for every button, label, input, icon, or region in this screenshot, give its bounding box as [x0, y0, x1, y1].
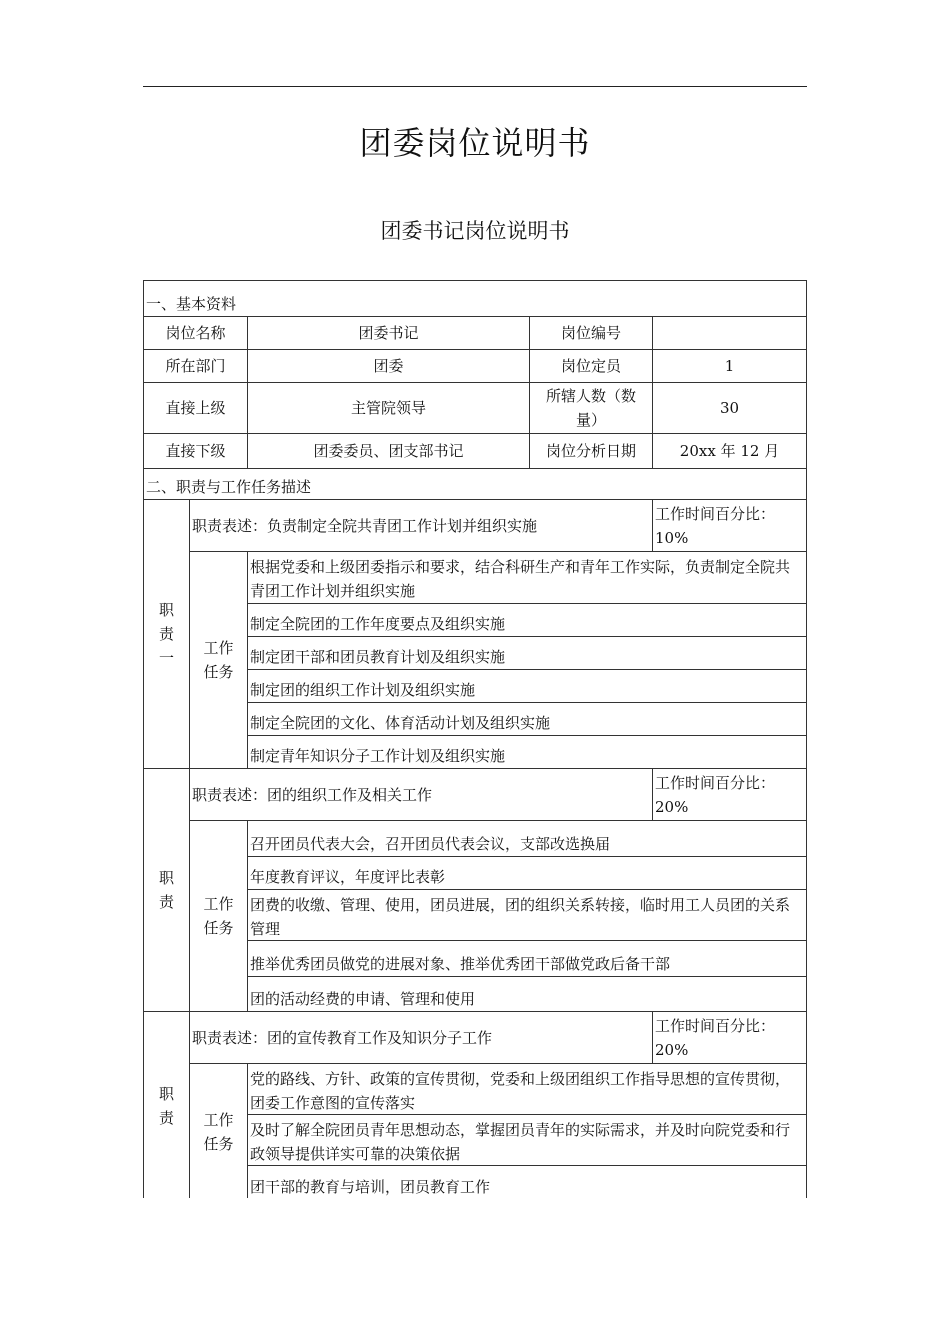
duty-2-statement: 职责表述：团的组织工作及相关工作	[189, 768, 653, 821]
duty-1-tasks-label	[189, 551, 248, 769]
duty-2-label-char: 职	[158, 869, 174, 887]
pos-code-label: 岗位编号	[529, 316, 653, 350]
section-heading-duties: 二、职责与工作任务描述	[143, 468, 807, 500]
duty-1-label-char: 责	[158, 625, 174, 643]
duty-2-tasks-label	[189, 820, 248, 1012]
duty-1-task: 制定团的组织工作计划及组织实施	[247, 669, 807, 703]
superior-label: 直接上级	[143, 382, 248, 434]
tasks-label-line: 任务	[203, 1134, 234, 1153]
duty-3-statement: 职责表述：团的宣传教育工作及知识分子工作	[189, 1011, 653, 1064]
duty-1-label	[143, 499, 190, 769]
subordinate-value: 团委委员、团支部书记	[247, 433, 530, 469]
duty-1-label-char: 一	[158, 649, 174, 667]
analysis-date-value: 20xx 年 12 月	[652, 433, 807, 469]
duty-1-task: 制定青年知识分子工作计划及组织实施	[247, 735, 807, 769]
duty-1-time-value: 10%	[655, 529, 689, 547]
tasks-label-line: 任务	[203, 663, 234, 681]
page-cut	[143, 1198, 807, 1200]
document-title: 团委岗位说明书	[359, 124, 591, 162]
duty-2-time-value: 20%	[655, 798, 689, 816]
duty-1-task: 根据党委和上级团委指示和要求，结合科研生产和青年工作实际，负责制定全院共青团工作计划并组织实施	[247, 551, 807, 604]
dept-label: 所在部门	[143, 349, 248, 383]
duty-2-task: 推举优秀团员做党的进展对象、推举优秀团干部做党政后备干部	[247, 940, 807, 977]
duty-3-label-char: 职	[158, 1084, 174, 1103]
duty-2-label-char: 责	[158, 893, 174, 911]
duty-1-label-char: 职	[158, 601, 174, 619]
duty-1-task: 制定全院团的文化、体育活动计划及组织实施	[247, 702, 807, 736]
headcount-label: 岗位定员	[529, 349, 653, 383]
duty-3-label-char: 责	[158, 1108, 174, 1127]
duty-3-time	[652, 1011, 807, 1064]
dept-value: 团委	[247, 349, 530, 383]
document-subtitle: 团委书记岗位说明书	[380, 219, 570, 243]
analysis-date-label: 岗位分析日期	[529, 433, 653, 469]
subordinates-count-value: 30	[652, 382, 807, 434]
duty-3-label	[143, 1011, 190, 1200]
pos-name-label: 岗位名称	[143, 316, 248, 350]
duty-1-statement: 职责表述：负责制定全院共青团工作计划并组织实施	[189, 499, 653, 552]
duty-2-label	[143, 768, 190, 1012]
tasks-label-line: 工作	[203, 639, 234, 657]
duty-2-task: 召开团员代表大会，召开团员代表会议，支部改选换届	[247, 820, 807, 857]
duty-3-task: 团干部的教育与培训，团员教育工作	[247, 1165, 807, 1200]
section-heading-basic: 一、基本资料	[143, 280, 807, 317]
duty-3-tasks-label	[189, 1063, 248, 1200]
tasks-label-line: 工作	[203, 1110, 234, 1129]
duty-3-time-label: 工作时间百分比：	[655, 1017, 776, 1035]
duty-1-time	[652, 499, 807, 552]
subordinate-label: 直接下级	[143, 433, 248, 469]
duty-1-task: 制定团干部和团员教育计划及组织实施	[247, 636, 807, 670]
duty-3-task: 及时了解全院团员青年思想动态，掌握团员青年的实际需求，并及时向院党委和行政领导提供详实可靠的决策依据	[247, 1114, 807, 1166]
top-rule	[143, 86, 807, 87]
headcount-value: 1	[652, 349, 807, 383]
duty-2-task: 年度教育评议，年度评比表彰	[247, 856, 807, 890]
tasks-label-line: 工作	[203, 895, 234, 913]
duty-1-time-label: 工作时间百分比：	[655, 505, 776, 523]
duty-2-time	[652, 768, 807, 821]
superior-value: 主管院领导	[247, 382, 530, 434]
pos-code-value	[652, 316, 807, 350]
duty-1-task: 制定全院团的工作年度要点及组织实施	[247, 603, 807, 637]
job-description-table	[143, 280, 807, 1200]
duty-3-time-value: 20%	[655, 1041, 689, 1059]
duty-2-task: 团的活动经费的申请、管理和使用	[247, 976, 807, 1012]
tasks-label-line: 任务	[203, 919, 234, 937]
pos-name-value: 团委书记	[247, 316, 530, 350]
duty-2-task: 团费的收缴、管理、使用，团员进展，团的组织关系转接，临时用工人员团的关系管理	[247, 889, 807, 941]
subordinates-count-label: 所辖人数（数量）	[529, 382, 653, 434]
duty-3-task: 党的路线、方针、政策的宣传贯彻，党委和上级团组织工作指导思想的宣传贯彻，团委工作意图的宣传落实	[247, 1063, 807, 1115]
duty-2-time-label: 工作时间百分比：	[655, 774, 776, 792]
